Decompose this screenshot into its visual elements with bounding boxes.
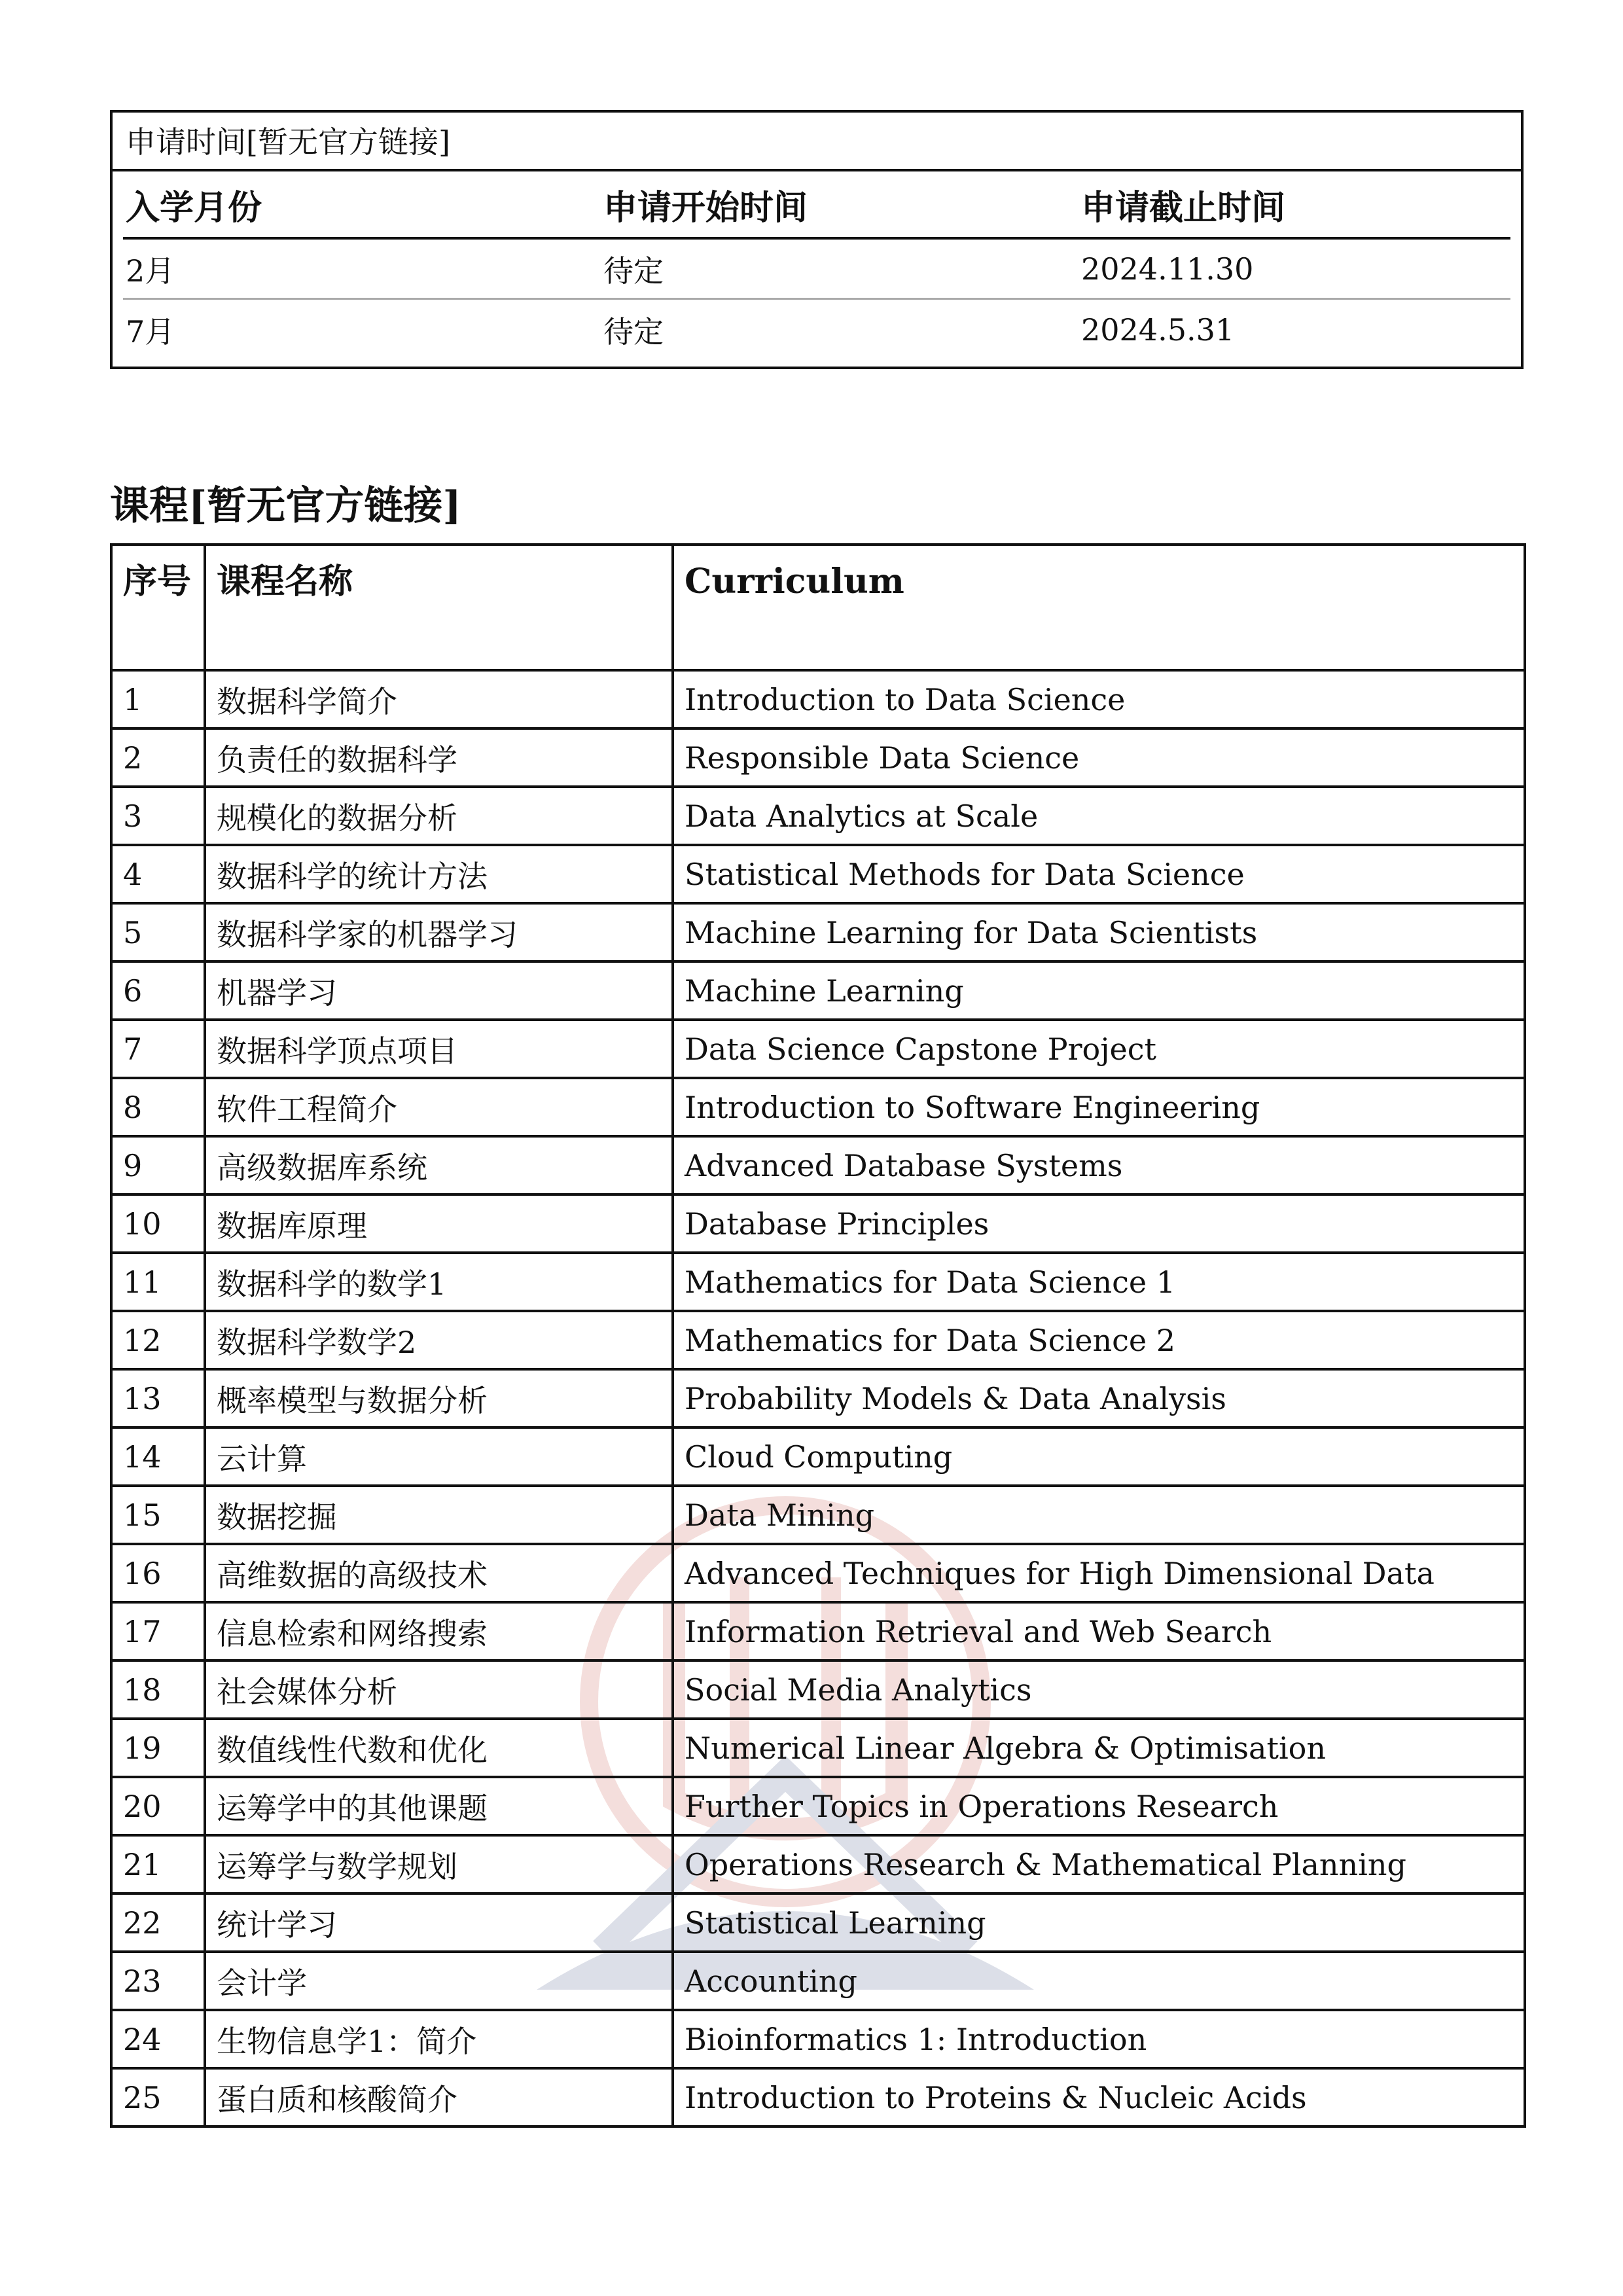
course-number: 3 xyxy=(111,787,205,845)
course-number: 8 xyxy=(111,1078,205,1136)
start-date: 待定 xyxy=(603,314,664,350)
course-name-cn: 概率模型与数据分析 xyxy=(205,1369,673,1427)
table-row xyxy=(111,1136,1525,1194)
table-row xyxy=(111,1835,1525,1893)
deadline: 2024.11.30 xyxy=(1081,251,1254,287)
course-number: 7 xyxy=(111,1020,205,1078)
table-row xyxy=(111,1194,1525,1253)
course-name-cn: 生物信息学1：简介 xyxy=(205,2010,673,2068)
course-name-en: Introduction to Software Engineering xyxy=(673,1078,1525,1136)
course-name-en: Machine Learning for Data Scientists xyxy=(673,903,1525,961)
course-name-en: Advanced Techniques for High Dimensional Data xyxy=(673,1544,1525,1602)
course-name-cn: 数据库原理 xyxy=(205,1194,673,1253)
course-name-en: Statistical Methods for Data Science xyxy=(673,845,1525,903)
course-number: 18 xyxy=(111,1660,205,1719)
table-row xyxy=(111,1660,1525,1719)
table-row xyxy=(111,1602,1525,1660)
application-table xyxy=(110,110,1524,369)
course-name-cn: 软件工程简介 xyxy=(205,1078,673,1136)
course-name-cn: 云计算 xyxy=(205,1427,673,1486)
application-row xyxy=(123,240,1510,300)
course-number: 5 xyxy=(111,903,205,961)
table-row xyxy=(111,670,1525,728)
table-row xyxy=(111,903,1525,961)
header-start-date: 申请开始时间 xyxy=(603,187,808,228)
table-row xyxy=(111,1486,1525,1544)
courses-table xyxy=(110,543,1526,2128)
course-name-cn: 数据科学顶点项目 xyxy=(205,1020,673,1078)
course-name-cn: 数据科学简介 xyxy=(205,670,673,728)
header-number: 序号 xyxy=(111,545,205,670)
course-name-cn: 蛋白质和核酸简介 xyxy=(205,2068,673,2126)
course-name-cn: 信息检索和网络搜索 xyxy=(205,1602,673,1660)
course-number: 25 xyxy=(111,2068,205,2126)
course-name-en: Statistical Learning xyxy=(673,1893,1525,1952)
course-name-en: Accounting xyxy=(673,1952,1525,2010)
header-deadline: 申请截止时间 xyxy=(1081,187,1286,228)
table-row xyxy=(111,2010,1525,2068)
application-title: 申请时间[暂无官方链接] xyxy=(113,113,1521,171)
course-name-en: Database Principles xyxy=(673,1194,1525,1253)
course-name-cn: 运筹学中的其他课题 xyxy=(205,1777,673,1835)
course-number: 19 xyxy=(111,1719,205,1777)
header-curriculum: Curriculum xyxy=(673,545,1525,670)
course-number: 14 xyxy=(111,1427,205,1486)
course-name-en: Numerical Linear Algebra & Optimisation xyxy=(673,1719,1525,1777)
courses-header-row xyxy=(111,545,1525,670)
course-name-cn: 数值线性代数和优化 xyxy=(205,1719,673,1777)
table-row xyxy=(111,1078,1525,1136)
course-number: 22 xyxy=(111,1893,205,1952)
course-name-en: Responsible Data Science xyxy=(673,728,1525,787)
table-row xyxy=(111,961,1525,1020)
table-row xyxy=(111,1311,1525,1369)
course-number: 1 xyxy=(111,670,205,728)
course-number: 12 xyxy=(111,1311,205,1369)
course-name-en: Social Media Analytics xyxy=(673,1660,1525,1719)
application-header-row xyxy=(123,171,1510,240)
table-row xyxy=(111,1253,1525,1311)
course-name-cn: 统计学习 xyxy=(205,1893,673,1952)
table-row xyxy=(111,845,1525,903)
course-name-cn: 规模化的数据分析 xyxy=(205,787,673,845)
table-row xyxy=(111,1777,1525,1835)
header-intake-month: 入学月份 xyxy=(126,187,262,228)
course-name-en: Information Retrieval and Web Search xyxy=(673,1602,1525,1660)
table-row xyxy=(111,1719,1525,1777)
table-row xyxy=(111,1369,1525,1427)
course-name-en: Operations Research & Mathematical Planning xyxy=(673,1835,1525,1893)
header-course-name: 课程名称 xyxy=(205,545,673,670)
application-row xyxy=(123,300,1510,360)
course-name-en: Advanced Database Systems xyxy=(673,1136,1525,1194)
course-number: 20 xyxy=(111,1777,205,1835)
course-number: 6 xyxy=(111,961,205,1020)
course-number: 13 xyxy=(111,1369,205,1427)
course-name-en: Introduction to Data Science xyxy=(673,670,1525,728)
course-name-cn: 会计学 xyxy=(205,1952,673,2010)
course-name-cn: 高级数据库系统 xyxy=(205,1136,673,1194)
course-number: 15 xyxy=(111,1486,205,1544)
deadline: 2024.5.31 xyxy=(1081,312,1235,348)
course-number: 10 xyxy=(111,1194,205,1253)
course-name-cn: 运筹学与数学规划 xyxy=(205,1835,673,1893)
course-name-en: Introduction to Proteins & Nucleic Acids xyxy=(673,2068,1525,2126)
courses-table-body xyxy=(111,670,1525,2126)
start-date: 待定 xyxy=(603,253,664,289)
intake-month: 2月 xyxy=(126,253,175,289)
course-name-en: Further Topics in Operations Research xyxy=(673,1777,1525,1835)
course-name-cn: 数据科学的数学1 xyxy=(205,1253,673,1311)
course-number: 9 xyxy=(111,1136,205,1194)
course-number: 24 xyxy=(111,2010,205,2068)
course-name-cn: 数据挖掘 xyxy=(205,1486,673,1544)
table-row xyxy=(111,728,1525,787)
course-number: 17 xyxy=(111,1602,205,1660)
course-name-cn: 数据科学的统计方法 xyxy=(205,845,673,903)
table-row xyxy=(111,1952,1525,2010)
course-name-cn: 高维数据的高级技术 xyxy=(205,1544,673,1602)
course-name-en: Data Analytics at Scale xyxy=(673,787,1525,845)
course-name-en: Probability Models & Data Analysis xyxy=(673,1369,1525,1427)
intake-month: 7月 xyxy=(126,314,175,350)
table-row xyxy=(111,1427,1525,1486)
course-name-cn: 社会媒体分析 xyxy=(205,1660,673,1719)
course-number: 16 xyxy=(111,1544,205,1602)
courses-section-title: 课程[暂无官方链接] xyxy=(110,483,461,529)
course-name-en: Mathematics for Data Science 2 xyxy=(673,1311,1525,1369)
course-number: 21 xyxy=(111,1835,205,1893)
course-number: 23 xyxy=(111,1952,205,2010)
course-number: 4 xyxy=(111,845,205,903)
course-name-cn: 负责任的数据科学 xyxy=(205,728,673,787)
course-name-cn: 数据科学家的机器学习 xyxy=(205,903,673,961)
course-name-cn: 数据科学数学2 xyxy=(205,1311,673,1369)
course-name-en: Data Science Capstone Project xyxy=(673,1020,1525,1078)
course-name-en: Cloud Computing xyxy=(673,1427,1525,1486)
course-number: 2 xyxy=(111,728,205,787)
course-name-en: Bioinformatics 1: Introduction xyxy=(673,2010,1525,2068)
course-name-en: Machine Learning xyxy=(673,961,1525,1020)
course-name-en: Mathematics for Data Science 1 xyxy=(673,1253,1525,1311)
course-name-cn: 机器学习 xyxy=(205,961,673,1020)
course-name-en: Data Mining xyxy=(673,1486,1525,1544)
table-row xyxy=(111,1893,1525,1952)
table-row xyxy=(111,1020,1525,1078)
table-row xyxy=(111,787,1525,845)
table-row xyxy=(111,2068,1525,2126)
course-number: 11 xyxy=(111,1253,205,1311)
table-row xyxy=(111,1544,1525,1602)
